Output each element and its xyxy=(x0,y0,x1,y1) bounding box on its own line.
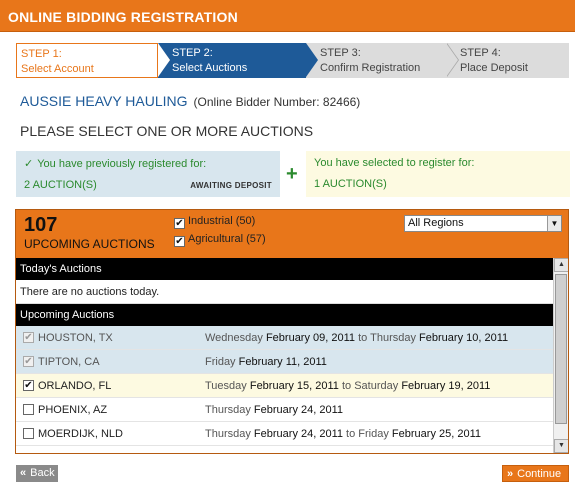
bidder-info xyxy=(20,93,360,109)
step-number: STEP 3: xyxy=(320,47,361,59)
step-number: STEP 2: xyxy=(172,47,213,59)
title-bar xyxy=(0,0,575,32)
auction-location: PHOENIX, AZ xyxy=(38,404,108,416)
step-label: Select Account xyxy=(21,63,94,75)
list-item[interactable] xyxy=(16,422,553,446)
step-label: Place Deposit xyxy=(460,62,528,74)
step-place-deposit xyxy=(446,43,569,78)
auctions-panel xyxy=(15,209,569,454)
scroll-down-icon[interactable]: ▼ xyxy=(554,439,569,453)
filter-industrial[interactable] xyxy=(174,215,255,229)
step-progress xyxy=(16,43,569,78)
back-button[interactable] xyxy=(16,465,58,482)
auctions-panel-header xyxy=(16,210,568,258)
previously-registered-box xyxy=(16,151,280,197)
filter-label: Agricultural (57) xyxy=(188,233,266,245)
scrollbar-thumb[interactable] xyxy=(555,274,567,424)
previous-count: 2 AUCTION(S) xyxy=(24,179,97,191)
auction-checkbox[interactable] xyxy=(23,428,34,439)
auction-dates: Thursday February 24, 2011 xyxy=(205,404,343,416)
empty-message: There are no auctions today. xyxy=(16,280,553,304)
auction-location: MOERDIJK, NLD xyxy=(38,428,123,440)
auction-dates: Friday February 11, 2011 xyxy=(205,356,327,368)
auction-dates: Wednesday February 09, 2011 to Thursday February 10, 2011 xyxy=(205,332,509,344)
upcoming-auctions-header: Upcoming Auctions xyxy=(16,304,553,326)
plus-icon: + xyxy=(286,163,298,185)
check-icon: ✓ xyxy=(24,158,34,170)
list-item[interactable] xyxy=(16,398,553,422)
filter-agricultural-checkbox[interactable]: ✔ xyxy=(175,236,184,247)
step-arrow xyxy=(306,43,318,77)
filter-agricultural[interactable] xyxy=(174,233,266,247)
step-select-account[interactable] xyxy=(16,43,158,78)
auction-dates: Thursday February 24, 2011 to Friday February 25, 2011 xyxy=(205,428,481,440)
double-chevron-left-icon: « xyxy=(20,467,27,479)
back-label: Back xyxy=(30,467,55,479)
region-select[interactable] xyxy=(404,215,562,232)
step-arrow xyxy=(446,43,458,77)
chevron-down-icon[interactable]: ▼ xyxy=(547,216,561,231)
selected-count: 1 AUCTION(S) xyxy=(314,178,387,190)
double-chevron-right-icon: » xyxy=(507,468,514,480)
auction-count-label: UPCOMING AUCTIONS xyxy=(24,237,155,251)
auction-list xyxy=(16,258,553,453)
scrollbar[interactable] xyxy=(553,258,568,453)
auction-location: HOUSTON, TX xyxy=(38,332,113,344)
list-item[interactable] xyxy=(16,350,553,374)
auction-checkbox: ✔ xyxy=(24,356,33,367)
list-item[interactable] xyxy=(16,374,553,398)
bidder-number: (Online Bidder Number: 82466) xyxy=(193,95,361,109)
step-confirm-registration xyxy=(306,43,446,78)
bidder-name: AUSSIE HEAVY HAULING xyxy=(20,93,188,109)
region-select-value: All Regions xyxy=(408,217,464,229)
continue-label: Continue xyxy=(517,468,562,480)
auction-checkbox: ✔ xyxy=(24,332,33,343)
todays-auctions-header: Today's Auctions xyxy=(16,258,553,280)
filter-label: Industrial (50) xyxy=(188,215,256,227)
step-arrow xyxy=(158,43,170,77)
auction-count: 107 xyxy=(24,214,58,236)
step-label: Confirm Registration xyxy=(320,62,421,74)
scroll-up-icon[interactable]: ▲ xyxy=(554,258,569,272)
selected-heading: You have selected to register for: xyxy=(314,157,475,169)
auction-checkbox[interactable] xyxy=(23,404,34,415)
filter-industrial-checkbox[interactable]: ✔ xyxy=(175,218,184,229)
page-title: ONLINE BIDDING REGISTRATION xyxy=(8,9,238,25)
auction-dates: Tuesday February 15, 2011 to Saturday February 19, 2011 xyxy=(205,380,491,392)
auction-location: ORLANDO, FL xyxy=(38,380,112,392)
step-number: STEP 1: xyxy=(21,48,62,60)
step-number: STEP 4: xyxy=(460,47,501,59)
instruction-heading: PLEASE SELECT ONE OR MORE AUCTIONS xyxy=(20,123,314,139)
auction-checkbox[interactable]: ✔ xyxy=(24,380,33,391)
status-badge: AWAITING DEPOSIT xyxy=(190,181,272,190)
step-label: Select Auctions xyxy=(172,62,248,74)
list-item[interactable] xyxy=(16,326,553,350)
selected-box xyxy=(306,151,570,197)
previous-heading: You have previously registered for: xyxy=(37,158,207,170)
step-select-auctions xyxy=(158,43,306,78)
continue-button[interactable] xyxy=(502,465,569,482)
auction-location: TIPTON, CA xyxy=(38,356,100,368)
